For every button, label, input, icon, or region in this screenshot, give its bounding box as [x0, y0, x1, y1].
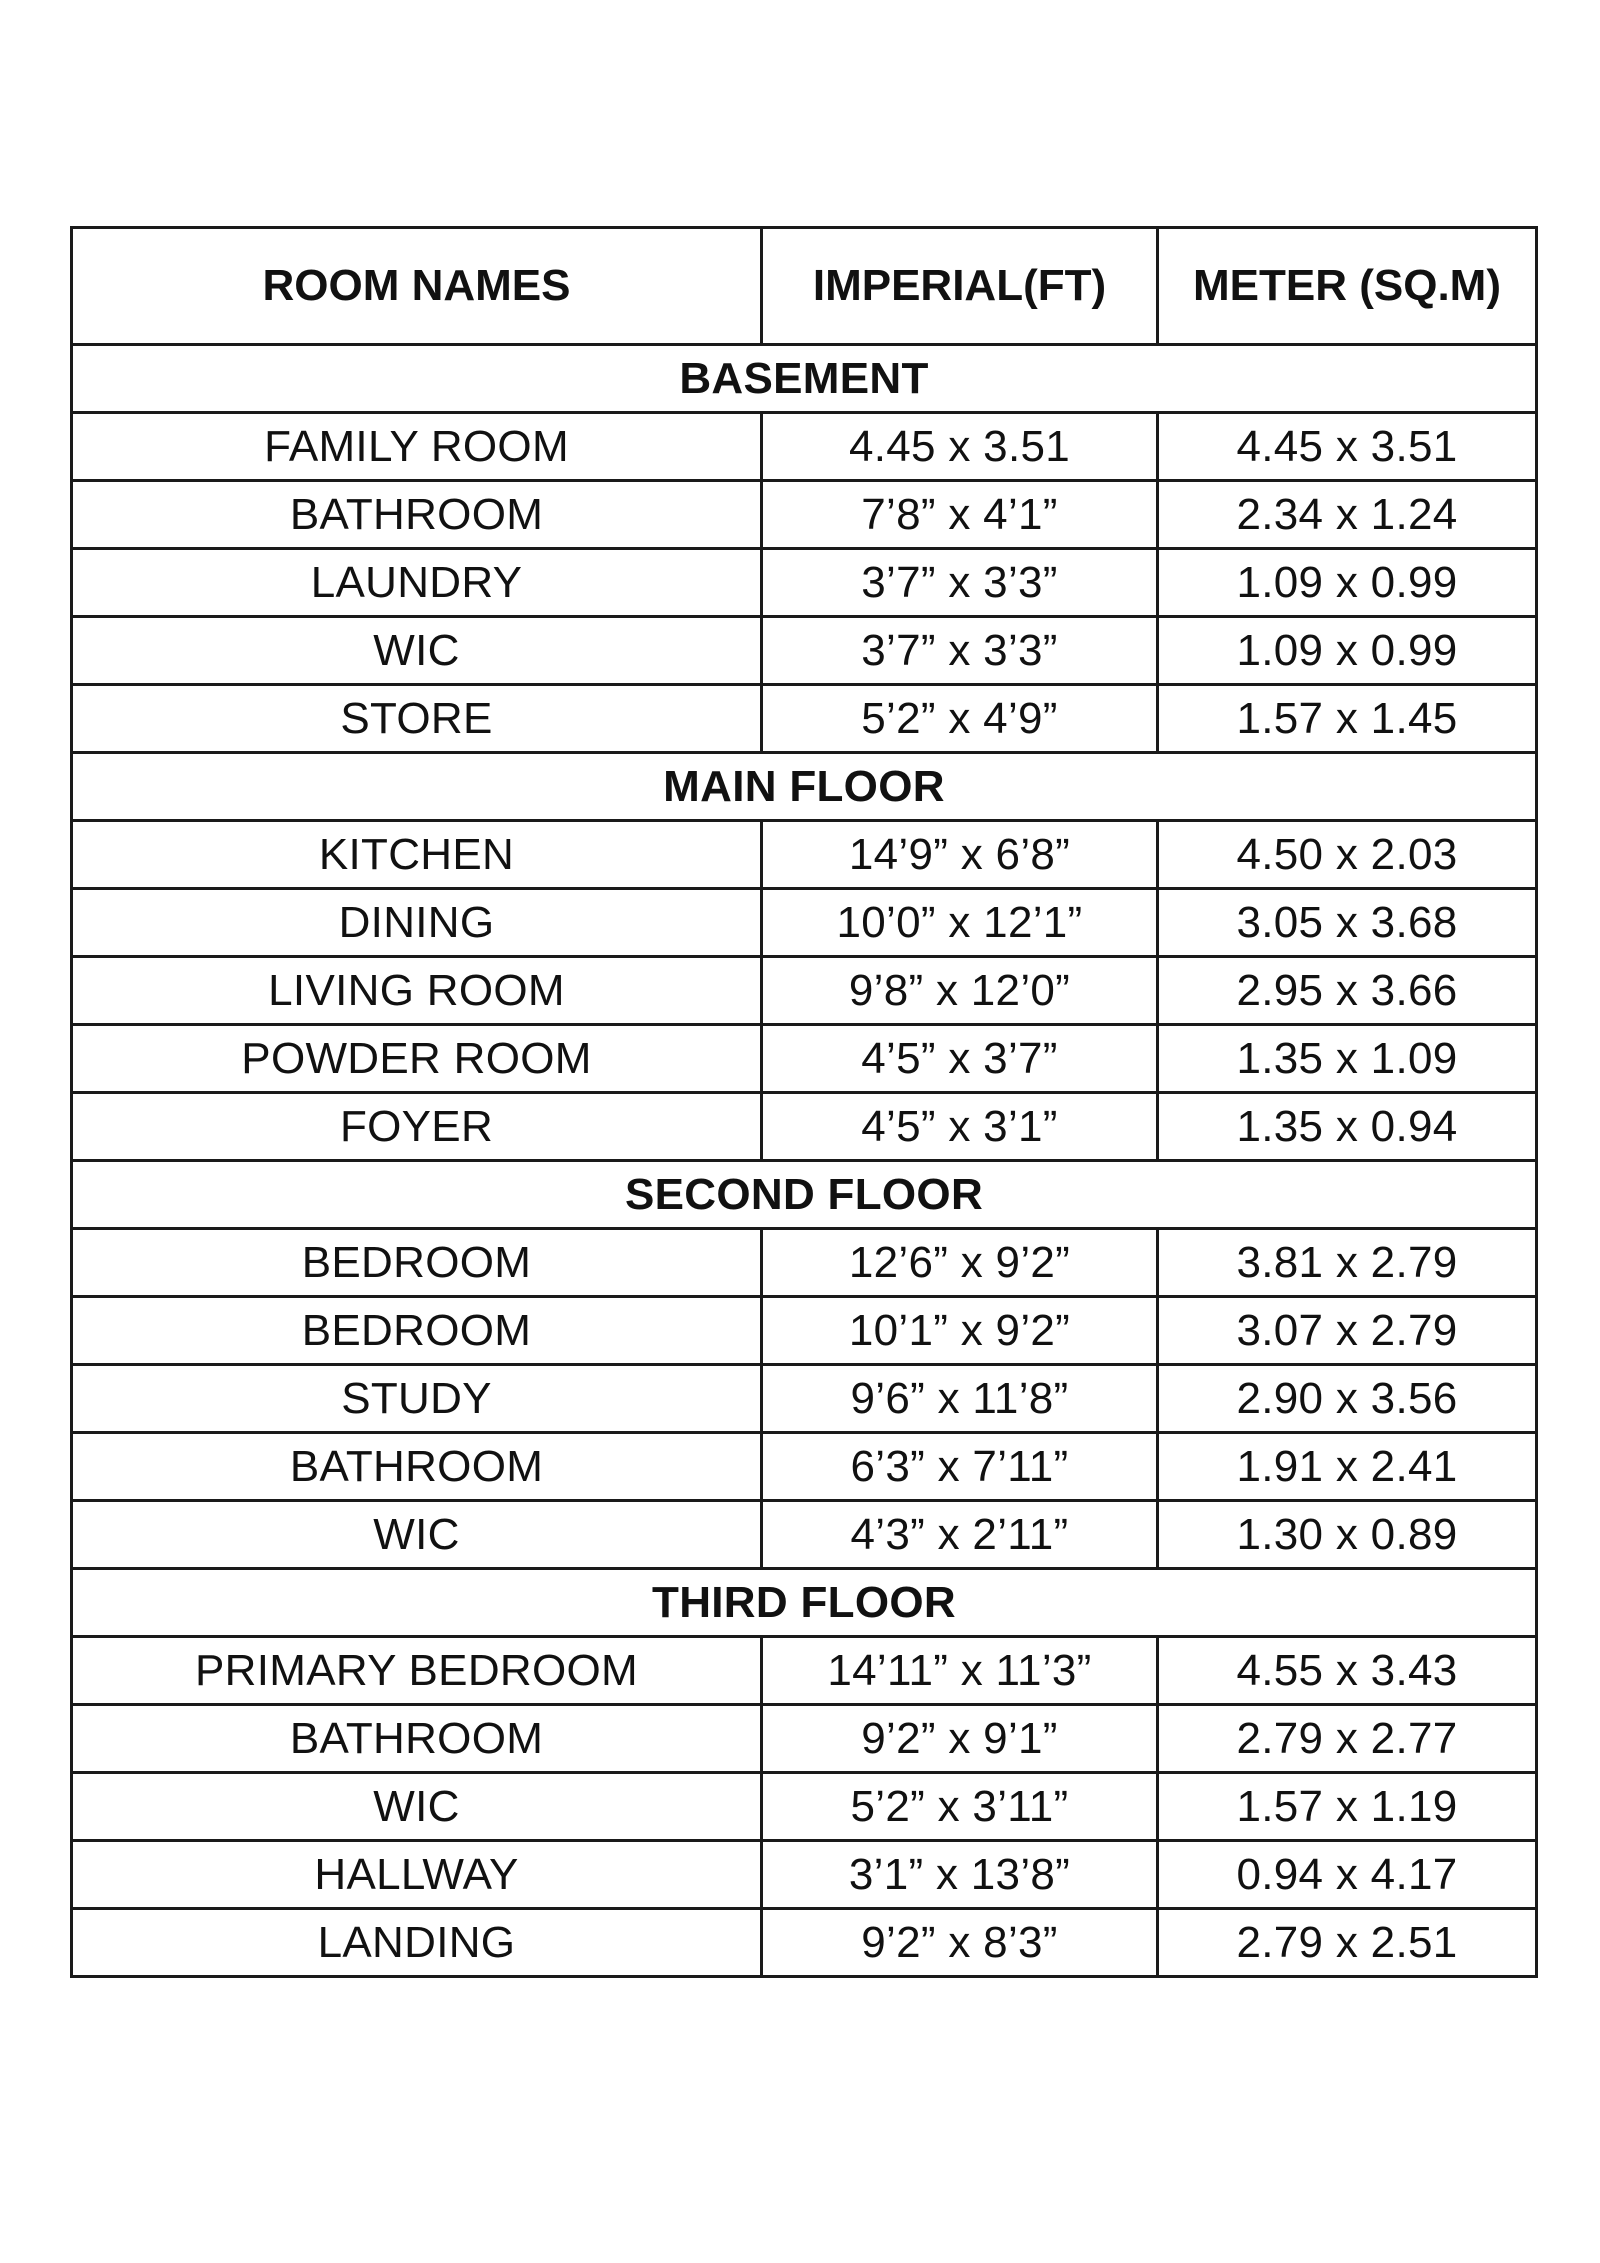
room-name-cell: BATHROOM — [72, 1705, 762, 1773]
room-name-cell: LANDING — [72, 1909, 762, 1977]
imperial-cell: 3’7” x 3’3” — [762, 617, 1158, 685]
meter-cell: 4.55 x 3.43 — [1158, 1637, 1537, 1705]
table-row — [72, 1433, 1537, 1501]
imperial-cell: 7’8” x 4’1” — [762, 481, 1158, 549]
room-name-cell: LIVING ROOM — [72, 957, 762, 1025]
imperial-cell: 4’5” x 3’1” — [762, 1093, 1158, 1161]
imperial-cell: 3’1” x 13’8” — [762, 1841, 1158, 1909]
section-row — [72, 345, 1537, 413]
meter-cell: 1.57 x 1.45 — [1158, 685, 1537, 753]
room-name-cell: BATHROOM — [72, 481, 762, 549]
imperial-cell: 3’7” x 3’3” — [762, 549, 1158, 617]
table-row — [72, 1705, 1537, 1773]
meter-cell: 1.57 x 1.19 — [1158, 1773, 1537, 1841]
imperial-cell: 9’2” x 8’3” — [762, 1909, 1158, 1977]
room-dimensions-table — [70, 226, 1538, 1978]
room-name-cell: STORE — [72, 685, 762, 753]
table-row — [72, 957, 1537, 1025]
meter-cell: 1.35 x 1.09 — [1158, 1025, 1537, 1093]
header-row — [72, 228, 1537, 345]
meter-cell: 3.05 x 3.68 — [1158, 889, 1537, 957]
table-row — [72, 617, 1537, 685]
table-row — [72, 481, 1537, 549]
room-name-cell: WIC — [72, 1501, 762, 1569]
imperial-cell: 9’6” x 11’8” — [762, 1365, 1158, 1433]
meter-cell: 4.50 x 2.03 — [1158, 821, 1537, 889]
table-row — [72, 1637, 1537, 1705]
imperial-cell: 14’9” x 6’8” — [762, 821, 1158, 889]
table-row — [72, 413, 1537, 481]
section-title: BASEMENT — [72, 345, 1537, 413]
meter-cell: 2.95 x 3.66 — [1158, 957, 1537, 1025]
section-row — [72, 1569, 1537, 1637]
meter-cell: 1.09 x 0.99 — [1158, 549, 1537, 617]
room-name-cell: WIC — [72, 1773, 762, 1841]
table-row — [72, 1909, 1537, 1977]
imperial-cell: 12’6” x 9’2” — [762, 1229, 1158, 1297]
section-row — [72, 1161, 1537, 1229]
meter-cell: 3.81 x 2.79 — [1158, 1229, 1537, 1297]
table-row — [72, 1773, 1537, 1841]
header-room-names: ROOM NAMES — [72, 228, 762, 345]
room-name-cell: BEDROOM — [72, 1229, 762, 1297]
table-row — [72, 1841, 1537, 1909]
room-name-cell: HALLWAY — [72, 1841, 762, 1909]
table-row — [72, 1025, 1537, 1093]
imperial-cell: 10’1” x 9’2” — [762, 1297, 1158, 1365]
meter-cell: 0.94 x 4.17 — [1158, 1841, 1537, 1909]
room-name-cell: STUDY — [72, 1365, 762, 1433]
meter-cell: 1.09 x 0.99 — [1158, 617, 1537, 685]
imperial-cell: 5’2” x 4’9” — [762, 685, 1158, 753]
table-row — [72, 1501, 1537, 1569]
table-row — [72, 1297, 1537, 1365]
meter-cell: 1.91 x 2.41 — [1158, 1433, 1537, 1501]
table-row — [72, 685, 1537, 753]
table-row — [72, 821, 1537, 889]
room-name-cell: WIC — [72, 617, 762, 685]
meter-cell: 1.35 x 0.94 — [1158, 1093, 1537, 1161]
imperial-cell: 9’2” x 9’1” — [762, 1705, 1158, 1773]
room-name-cell: POWDER ROOM — [72, 1025, 762, 1093]
room-name-cell: FOYER — [72, 1093, 762, 1161]
table-row — [72, 1093, 1537, 1161]
section-row — [72, 753, 1537, 821]
section-title: THIRD FLOOR — [72, 1569, 1537, 1637]
imperial-cell: 6’3” x 7’11” — [762, 1433, 1158, 1501]
header-meter: METER (SQ.M) — [1158, 228, 1537, 345]
imperial-cell: 5’2” x 3’11” — [762, 1773, 1158, 1841]
room-name-cell: PRIMARY BEDROOM — [72, 1637, 762, 1705]
meter-cell: 2.90 x 3.56 — [1158, 1365, 1537, 1433]
imperial-cell: 14’11” x 11’3” — [762, 1637, 1158, 1705]
imperial-cell: 4’3” x 2’11” — [762, 1501, 1158, 1569]
room-name-cell: FAMILY ROOM — [72, 413, 762, 481]
table-row — [72, 1229, 1537, 1297]
meter-cell: 2.79 x 2.77 — [1158, 1705, 1537, 1773]
section-title: MAIN FLOOR — [72, 753, 1537, 821]
imperial-cell: 4.45 x 3.51 — [762, 413, 1158, 481]
table-row — [72, 549, 1537, 617]
room-name-cell: LAUNDRY — [72, 549, 762, 617]
section-title: SECOND FLOOR — [72, 1161, 1537, 1229]
table-row — [72, 1365, 1537, 1433]
meter-cell: 2.79 x 2.51 — [1158, 1909, 1537, 1977]
table-body — [72, 345, 1537, 1977]
meter-cell: 2.34 x 1.24 — [1158, 481, 1537, 549]
room-name-cell: DINING — [72, 889, 762, 957]
room-name-cell: BEDROOM — [72, 1297, 762, 1365]
meter-cell: 1.30 x 0.89 — [1158, 1501, 1537, 1569]
imperial-cell: 10’0” x 12’1” — [762, 889, 1158, 957]
table-row — [72, 889, 1537, 957]
imperial-cell: 9’8” x 12’0” — [762, 957, 1158, 1025]
room-name-cell: KITCHEN — [72, 821, 762, 889]
meter-cell: 3.07 x 2.79 — [1158, 1297, 1537, 1365]
meter-cell: 4.45 x 3.51 — [1158, 413, 1537, 481]
header-imperial: IMPERIAL(FT) — [762, 228, 1158, 345]
room-name-cell: BATHROOM — [72, 1433, 762, 1501]
imperial-cell: 4’5” x 3’7” — [762, 1025, 1158, 1093]
